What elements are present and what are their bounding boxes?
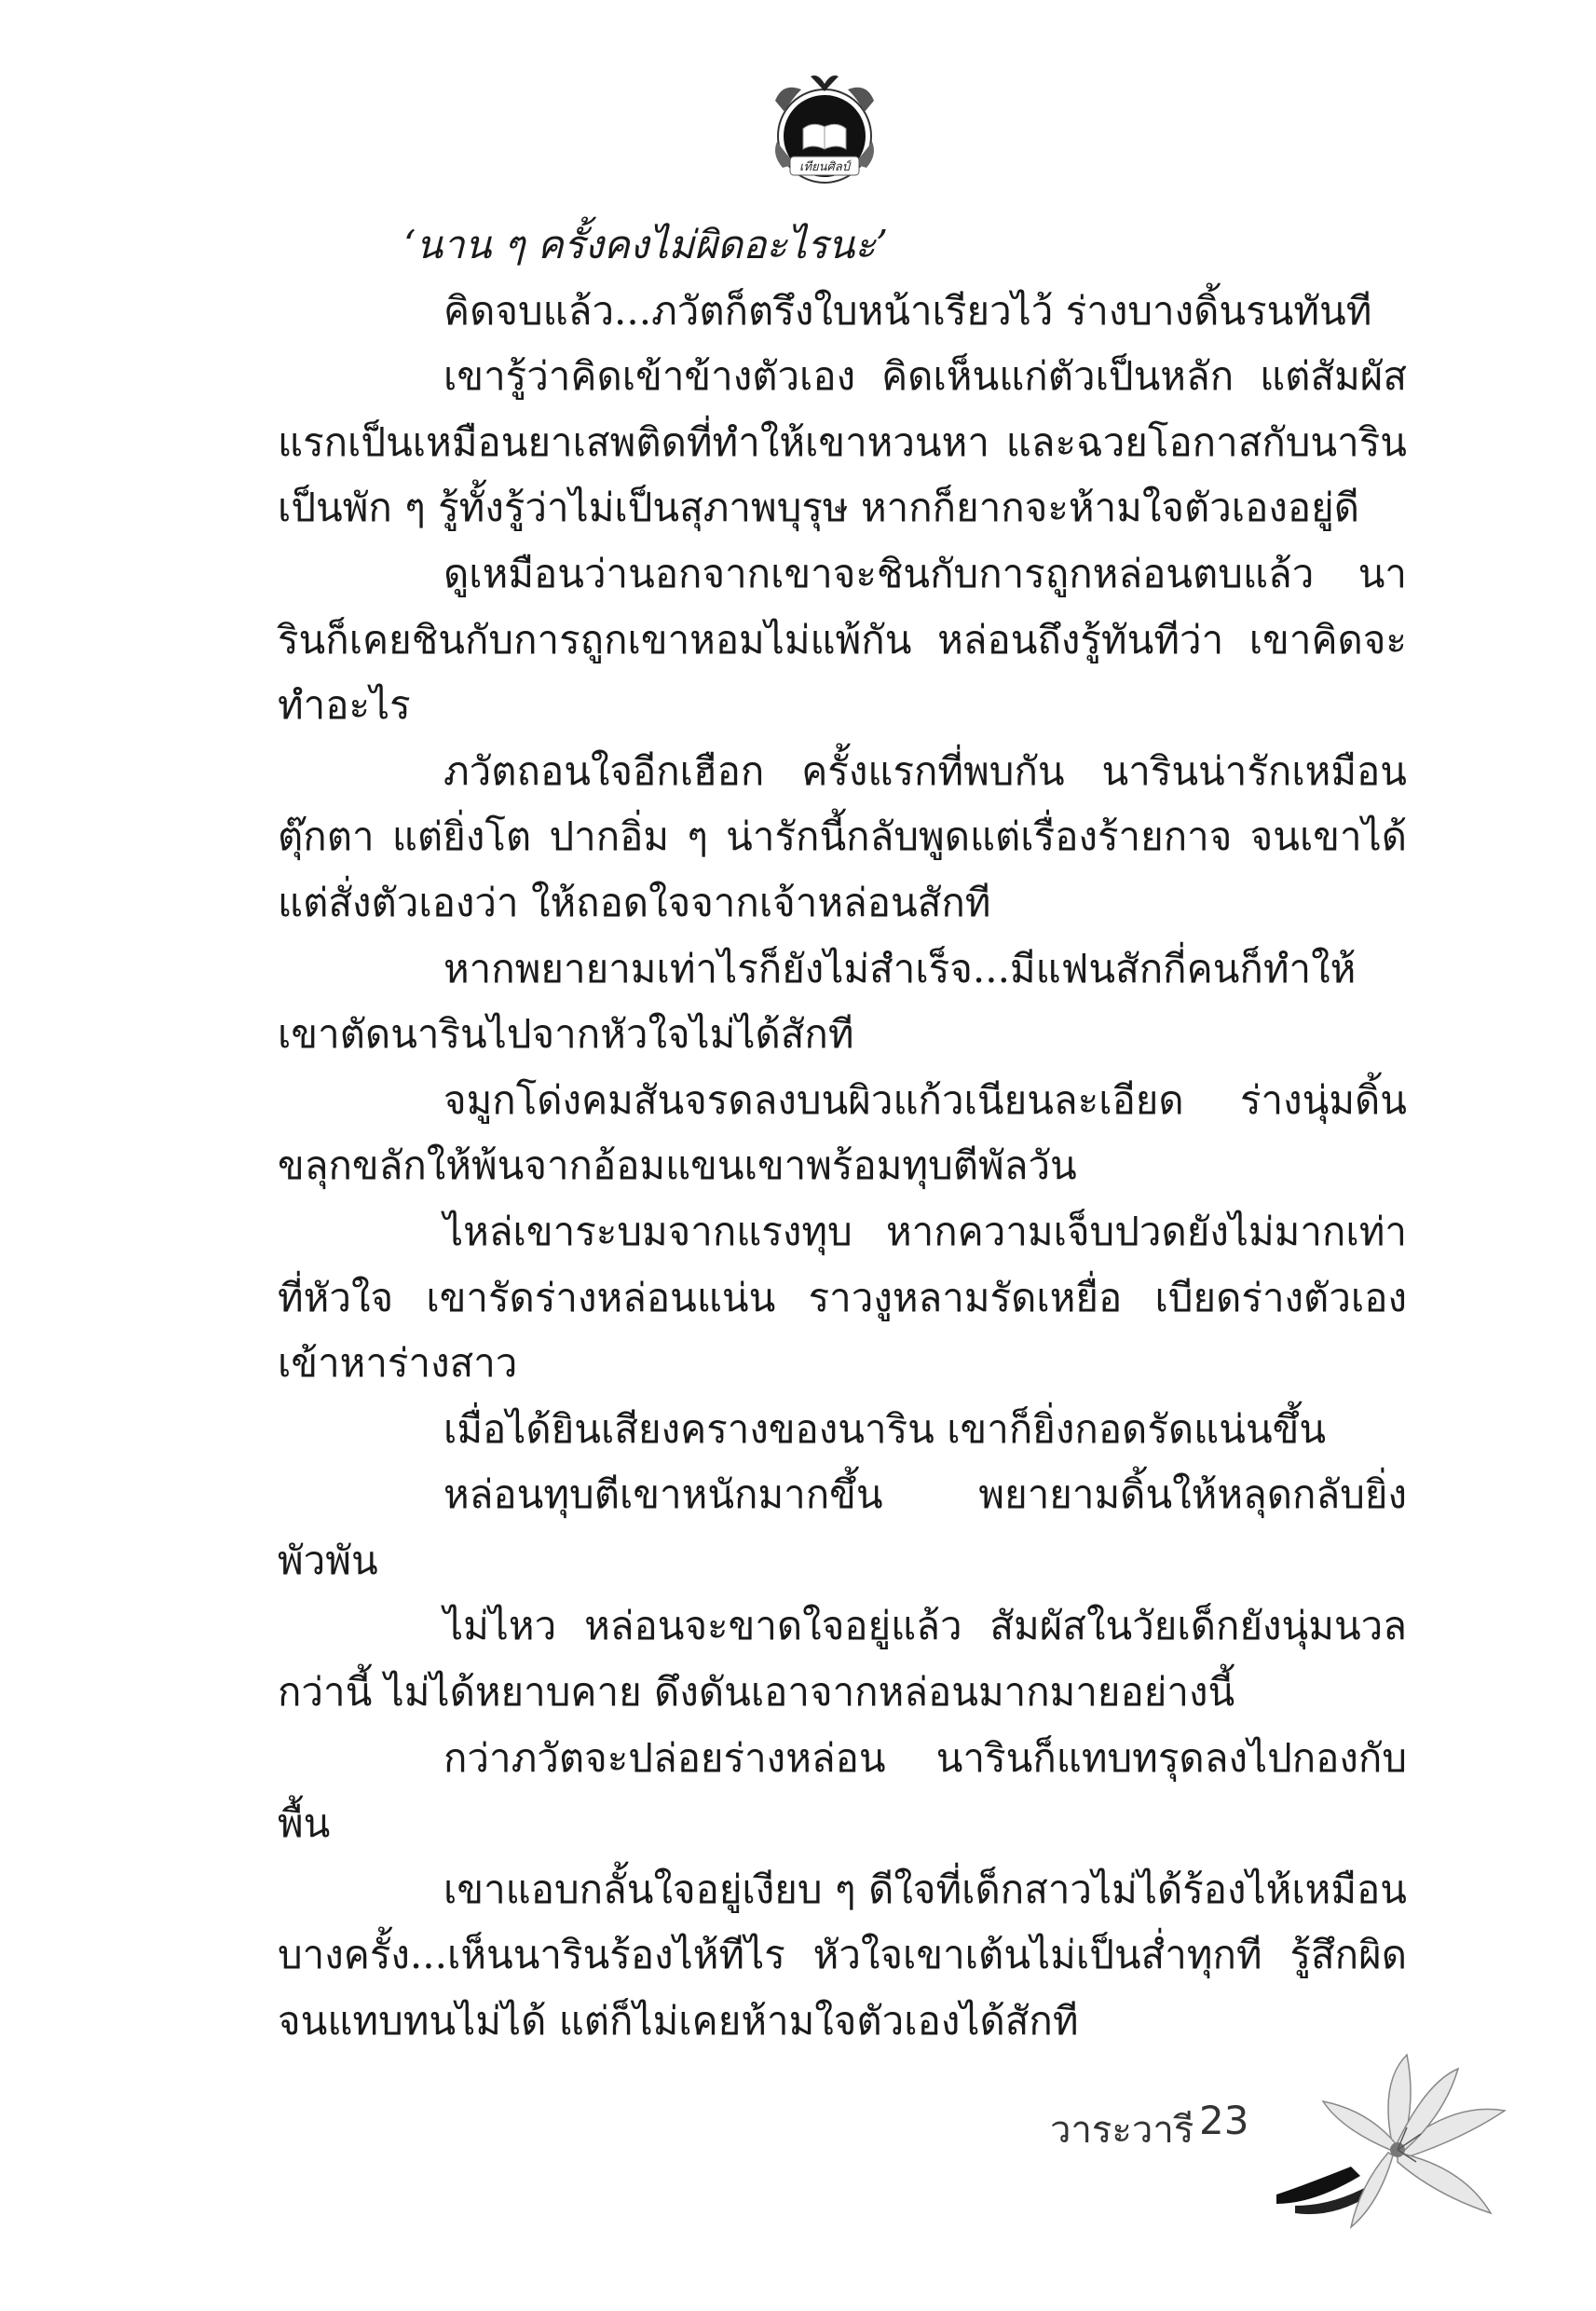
paragraph-6: หากพยายามเท่าไรก็ยังไม่สำเร็จ...มีแฟนสักกี่คนก็ทำให้เขาตัดนารินไปจากหัวใจไม่ได้สักที (278, 945, 1357, 1058)
paragraph-4: ดูเหมือนว่านอกจากเขาจะชินกับการถูกหล่อนตบแล้ว นารินก็เคยชินกับการถูกเขาหอมไม่แพ้กัน หล่อนถึงรู้ทันทีว่า เขาคิดจะทำอะไร (278, 550, 1407, 729)
paragraph-8: ไหล่เขาระบมจากแรงทุบ หากความเจ็บปวดยังไม่มากเท่าที่หัวใจ เขารัดร่างหล่อนแน่น ราวงูหลามรัดเหยื่อ เบียดร่างตัวเองเข้าหาร่างสาว (278, 1208, 1407, 1387)
page-number: 23 (1199, 2098, 1249, 2143)
paragraph-1: ‘นาน ๆ ครั้งคงไม่ผิดอะไรนะ’ (403, 222, 889, 267)
paragraph-12: กว่าภวัตจะปล่อยร่างหล่อน นารินก็แทบทรุดลงไปกองกับพื้น (278, 1734, 1407, 1847)
emblem-text: เทียนศิลป์ (799, 160, 850, 174)
book-title: วาระวารี (1050, 2109, 1194, 2152)
body-text (278, 212, 1407, 2055)
paragraph-11: ไม่ไหว หล่อนจะขาดใจอยู่แล้ว สัมผัสในวัยเด็กยังนุ่มนวลกว่านี้ ไม่ได้หยาบคาย ดึงดันเอาจากหล่อนมากมายอย่างนี้ (278, 1603, 1407, 1716)
paragraph-7: จมูกโด่งคมสันจรดลงบนผิวแก้วเนียนละเอียด ร่างนุ่มดิ้นขลุกขลักให้พ้นจากอ้อมแขนเขาพร้อมทุบตีพัลวัน (278, 1076, 1407, 1189)
page-footer (1006, 2083, 1472, 2185)
paragraph-13: เขาแอบกลั้นใจอยู่เงียบ ๆ ดีใจที่เด็กสาวไม่ได้ร้องไห้เหมือนบางครั้ง...เห็นนารินร้องไห้ทีไร หัวใจเขาเต้นไม่เป็นส่ำทุกที รู้สึกผิดจนแทบทนไม่ได้ แต่ก็ไม่เคยห้ามใจตัวเองได้สักที (278, 1866, 1407, 2044)
paragraph-10: หล่อนทุบตีเขาหนักมากขึ้น พยายามดิ้นให้หลุดกลับยิ่งพัวพัน (278, 1471, 1407, 1583)
paragraph-9: เมื่อได้ยินเสียงครางของนาริน เขาก็ยิ่งกอดรัดแน่นขึ้น (443, 1405, 1327, 1452)
paragraph-3: เขารู้ว่าคิดเข้าข้างตัวเอง คิดเห็นแก่ตัวเป็นหลัก แต่สัมผัสแรกเป็นเหมือนยาเสพติดที่ทำให้เขาหวนหา และฉวยโอกาสกับนารินเป็นพัก ๆ รู้ทั้งรู้ว่าไม่เป็นสุภาพบุรุษ หากก็ยากจะห้ามใจตัวเองอยู่ดี (278, 353, 1407, 531)
publisher-emblem (755, 63, 894, 203)
emblem-graphic (755, 63, 894, 203)
lily-flower-icon (1267, 2045, 1519, 2232)
paragraph-5: ภวัตถอนใจอีกเฮือก ครั้งแรกที่พบกัน นารินน่ารักเหมือนตุ๊กตา แต่ยิ่งโต ปากอิ่ม ๆ น่ารักนี้กลับพูดแต่เรื่องร้ายกาจ จนเขาได้แต่สั่งตัวเองว่า ให้ถอดใจจากเจ้าหล่อนสักที (278, 747, 1407, 925)
paragraph-2: คิดจบแล้ว...ภวัตก็ตรึงใบหน้าเรียวไว้ ร่างบางดิ้นรนทันที (443, 287, 1372, 334)
